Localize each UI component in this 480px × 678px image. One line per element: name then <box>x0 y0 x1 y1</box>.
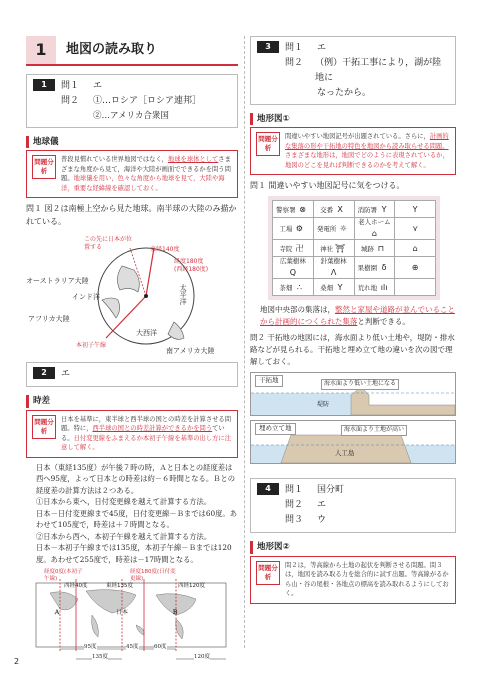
answer-label: 問１ <box>61 81 80 91</box>
answer-value: 国分町 <box>317 485 345 496</box>
symbol-cell <box>395 218 436 240</box>
answer-value: エ <box>317 43 327 53</box>
hint-box <box>26 410 238 458</box>
label-south-america: 南アメリカ大陸 <box>166 347 215 356</box>
label-japan: 日本 <box>116 609 129 617</box>
symbol-cell <box>313 279 354 296</box>
explanation: 問１ 図２は南極上空から見た地球。南半球の大陸のみ描かれている。 <box>26 204 237 227</box>
globe-figure <box>26 230 238 358</box>
map-symbol-icon: ☼ <box>339 224 347 234</box>
answer-label: 問２ <box>285 58 304 68</box>
explanation: 問１ 間違いやすい地図記号に気をつける。 <box>250 181 405 191</box>
polder-note: 海水面より低い土地になる <box>321 379 399 390</box>
label-indian-ocean: インド洋 <box>72 293 100 302</box>
hint-box <box>250 127 456 175</box>
symbol-label: 消防署 <box>357 205 378 214</box>
answer-value: エ <box>61 369 71 380</box>
answer-value: エ <box>93 81 103 91</box>
question-number-badge: 1 <box>33 79 55 91</box>
label-45deg: 45度 <box>126 644 139 651</box>
map-symbol-icon: Q <box>289 267 297 277</box>
symbol-label: 茶畑 <box>279 283 293 292</box>
label-e135: 東経135度 <box>106 583 133 590</box>
symbol-cell <box>354 218 395 240</box>
page-number: 2 <box>14 657 20 666</box>
label-w40: 西経40度 <box>64 583 88 590</box>
symbol-label: 針葉樹林 <box>320 257 347 266</box>
symbol-cell <box>395 257 436 279</box>
answer-label: 問２ <box>61 96 80 106</box>
label-atlantic: 大西洋 <box>136 329 157 338</box>
hint-text: 普段見慣れている世界地図ではなく，地球を球体としてさまざまな角度から見て，海洋や大陸が画面でできるかを問う問題。地球儀を用い，色々な角度から地球を見て，大陸や海洋，重要な経緯線を確認しておく。 <box>61 156 231 192</box>
label-australia: オーストラリア大陸 <box>26 277 89 286</box>
hint-text: 間違いやすい地図記号が出題されている。さらに，計画的な集落の形や干拓地の特色を地図から読み取らせる問題。さまざまな地形は，地図でどのように表現されているか，地図のどこを見れば判断できるのかを考えて解く。 <box>285 133 449 169</box>
answer-block-1 <box>26 74 238 128</box>
symbol-row <box>273 201 436 218</box>
left-column <box>26 36 238 669</box>
symbol-cell <box>354 201 395 218</box>
map-symbol-icon: ⊗ <box>299 204 306 214</box>
map-symbol-icon: 卍 <box>295 243 304 253</box>
map-symbol-icon: ⌂ <box>371 228 377 238</box>
hint-title: 地形図① <box>250 113 456 125</box>
symbol-label: 果樹園 <box>357 264 378 273</box>
symbol-cell <box>395 240 436 257</box>
answer-value: ①…ロシア［ロシア連邦］ <box>93 96 202 106</box>
map-symbol-icon: ⊕ <box>411 263 419 273</box>
label-a: Ａ <box>54 609 61 617</box>
hint-tag: 問題分析 <box>256 132 280 156</box>
settlement-explanation: 地図中央部の集落は，整然と家屋や道路が並んでいることから計画的につくられた集落と判断できる。 <box>260 305 455 327</box>
hint-tag: 問題分析 <box>32 415 56 439</box>
label-b: Ｂ <box>172 609 179 617</box>
map-symbol-icon: δ <box>381 263 387 273</box>
symbol-cell <box>395 201 436 218</box>
hint-box <box>250 556 456 604</box>
symbol-cell <box>354 240 395 257</box>
hint-title: 時差 <box>26 395 238 407</box>
map-symbol-icon: ılı <box>380 282 388 292</box>
answer-block-4 <box>250 478 456 533</box>
symbol-cell <box>313 218 354 240</box>
map-symbol-icon: ⚙ <box>295 224 303 234</box>
symbol-cell <box>354 257 395 279</box>
answer-label: 問１ <box>285 43 304 53</box>
map-symbol-icon: ⛩ <box>335 243 346 253</box>
answer-block-2 <box>26 362 238 387</box>
map-symbol-icon: X <box>337 204 343 214</box>
label-w180: (西経180度) <box>174 266 209 274</box>
artificial-island-label: 人工島 <box>335 449 355 458</box>
symbol-label: 荒れ地 <box>357 283 378 292</box>
map-symbol-icon: Y <box>381 204 387 214</box>
question-number-badge: 4 <box>257 483 279 495</box>
reclaimed-land-explanation: 問２ 干拓地の地図には，海水面より低い土地や，堤防・排水路などが見られる。干拓地と埋め立て地の違いを次の図で理解しておく。 <box>250 333 455 367</box>
map-symbol-icon: ⊓ <box>377 243 384 253</box>
label-prime-meridian: 本初子午線 <box>76 342 107 350</box>
time-difference-explanation: 日本（東経135度）が午後７時の時，Ａと日本との経度差は西へ95度，よって日本との時差は約－６時間となる。Ｂとの経度差の計算方法は２つある。 ①日本から東へ，日付変更線を越えて計算する方法。 日本－日付変更線まで45度，日付変更線－Ｂまでは60度。あわせて105度で，時差は＋７時間となる。 ②日本から西へ，本初子午線を越えて計算する方法。 日本－本初子午線までは135度，本初子午線－Ｂまでは120度。あわせて255度で，時差は－17時間となる。 <box>36 462 237 564</box>
symbol-label: 寺院 <box>279 244 293 253</box>
hint-box <box>26 150 238 198</box>
hint-title: 地球儀 <box>26 136 238 148</box>
diagram-label-landfill: 埋め立て地 <box>255 423 296 434</box>
answer-label: 問３ <box>285 515 304 526</box>
label-w120: 西経120度 <box>178 583 205 590</box>
symbol-label: 工場 <box>279 225 293 234</box>
symbol-cell <box>273 240 314 257</box>
answer-value: ②…アメリカ合衆国 <box>93 111 169 121</box>
symbol-label: 桑畑 <box>320 283 334 292</box>
symbol-cell <box>273 257 314 279</box>
hint-text: 問２は，等高線から土地の起伏を判断させる問題。問３は，地図を読み取る力を総合的に試す出題。等高線がるから山・谷の尾根・各地点の標高を読み取れるようにしておく。 <box>285 561 449 598</box>
label-95deg: 95度 <box>84 644 97 651</box>
answer-block-3 <box>250 36 456 105</box>
symbol-cell <box>273 279 314 296</box>
symbol-cell <box>273 201 314 218</box>
symbol-row <box>273 240 436 257</box>
symbol-row <box>273 257 436 279</box>
diagram-landfill <box>250 420 456 464</box>
symbol-label: 発電所 <box>316 225 337 234</box>
chapter-number: 1 <box>26 36 56 64</box>
label-135deg: 135度 <box>92 654 108 661</box>
label-e140: 東経140度 <box>150 246 180 254</box>
landfill-note: 海水面より土地が高い <box>341 425 407 436</box>
question-number-badge: 3 <box>257 41 279 53</box>
answer-value: エ <box>317 500 327 511</box>
japan-callout: この先に日本が位置する <box>84 236 133 252</box>
world-map-figure <box>26 569 238 669</box>
right-column <box>250 36 456 604</box>
label-africa: アフリカ大陸 <box>28 315 70 324</box>
label-60deg: 60度 <box>154 644 167 651</box>
answer-label: 問１ <box>285 485 304 496</box>
symbol-cell <box>313 240 354 257</box>
globe-svg <box>26 230 238 358</box>
symbol-label: 神社 <box>320 244 334 253</box>
label-date-line: 経度180度(日付変更線) <box>130 569 176 583</box>
answer-value: ウ <box>317 515 327 526</box>
map-symbol-icon: ⋎ <box>412 224 419 234</box>
map-symbol-icon: ∴ <box>296 282 302 292</box>
hint-text: 日本を基準に，東半球と西半球の国との時差を計算させる問題。特に，西半球の国との時差計算ができるかを問うている。日付変更線をふまえるか本初子午線を基準の出し方に注意して解く。 <box>61 415 232 452</box>
label-pacific: 太平洋 <box>179 284 188 306</box>
symbol-cell <box>395 279 436 296</box>
hint-tag: 問題分析 <box>32 155 56 179</box>
symbol-label: 城跡 <box>360 244 374 253</box>
symbol-label: 広葉樹林 <box>279 257 306 266</box>
dike-label: 堤防 <box>317 401 330 409</box>
answer-label: 問２ <box>285 500 304 511</box>
chapter-title: 地図の読み取り <box>66 41 158 57</box>
answer-value: なったから。 <box>317 88 372 98</box>
map-symbol-table <box>268 196 440 300</box>
column-divider <box>244 36 245 648</box>
diagram-label-polder: 干拓地 <box>255 375 283 386</box>
answer-value: （例）干拓工事により，湖が陸地に <box>315 58 442 83</box>
hint-tag: 問題分析 <box>256 561 280 585</box>
map-symbol-icon: Y <box>337 282 343 292</box>
symbol-row <box>273 279 436 296</box>
label-lon180: 経度180度 <box>174 258 204 266</box>
diagram-polder <box>250 372 456 416</box>
label-120deg: 120度 <box>194 654 210 661</box>
map-symbol-icon: ⌂ <box>412 243 418 253</box>
symbol-row <box>273 218 436 240</box>
hint-title: 地形図② <box>250 541 456 553</box>
map-symbol-icon: Λ <box>330 267 337 277</box>
symbol-label: 老人ホーム <box>358 218 391 227</box>
symbol-label: 警察署 <box>276 205 296 214</box>
map-symbol-icon: Y <box>412 204 418 214</box>
chapter-header <box>26 36 238 66</box>
label-prime-meridian: 経度0度(本初子午線) <box>44 569 83 583</box>
symbol-cell <box>313 201 354 218</box>
symbol-cell <box>354 279 395 296</box>
symbol-cell <box>313 257 354 279</box>
symbol-label: 交番 <box>320 205 334 214</box>
symbol-cell <box>273 218 314 240</box>
question-number-badge: 2 <box>33 367 55 379</box>
